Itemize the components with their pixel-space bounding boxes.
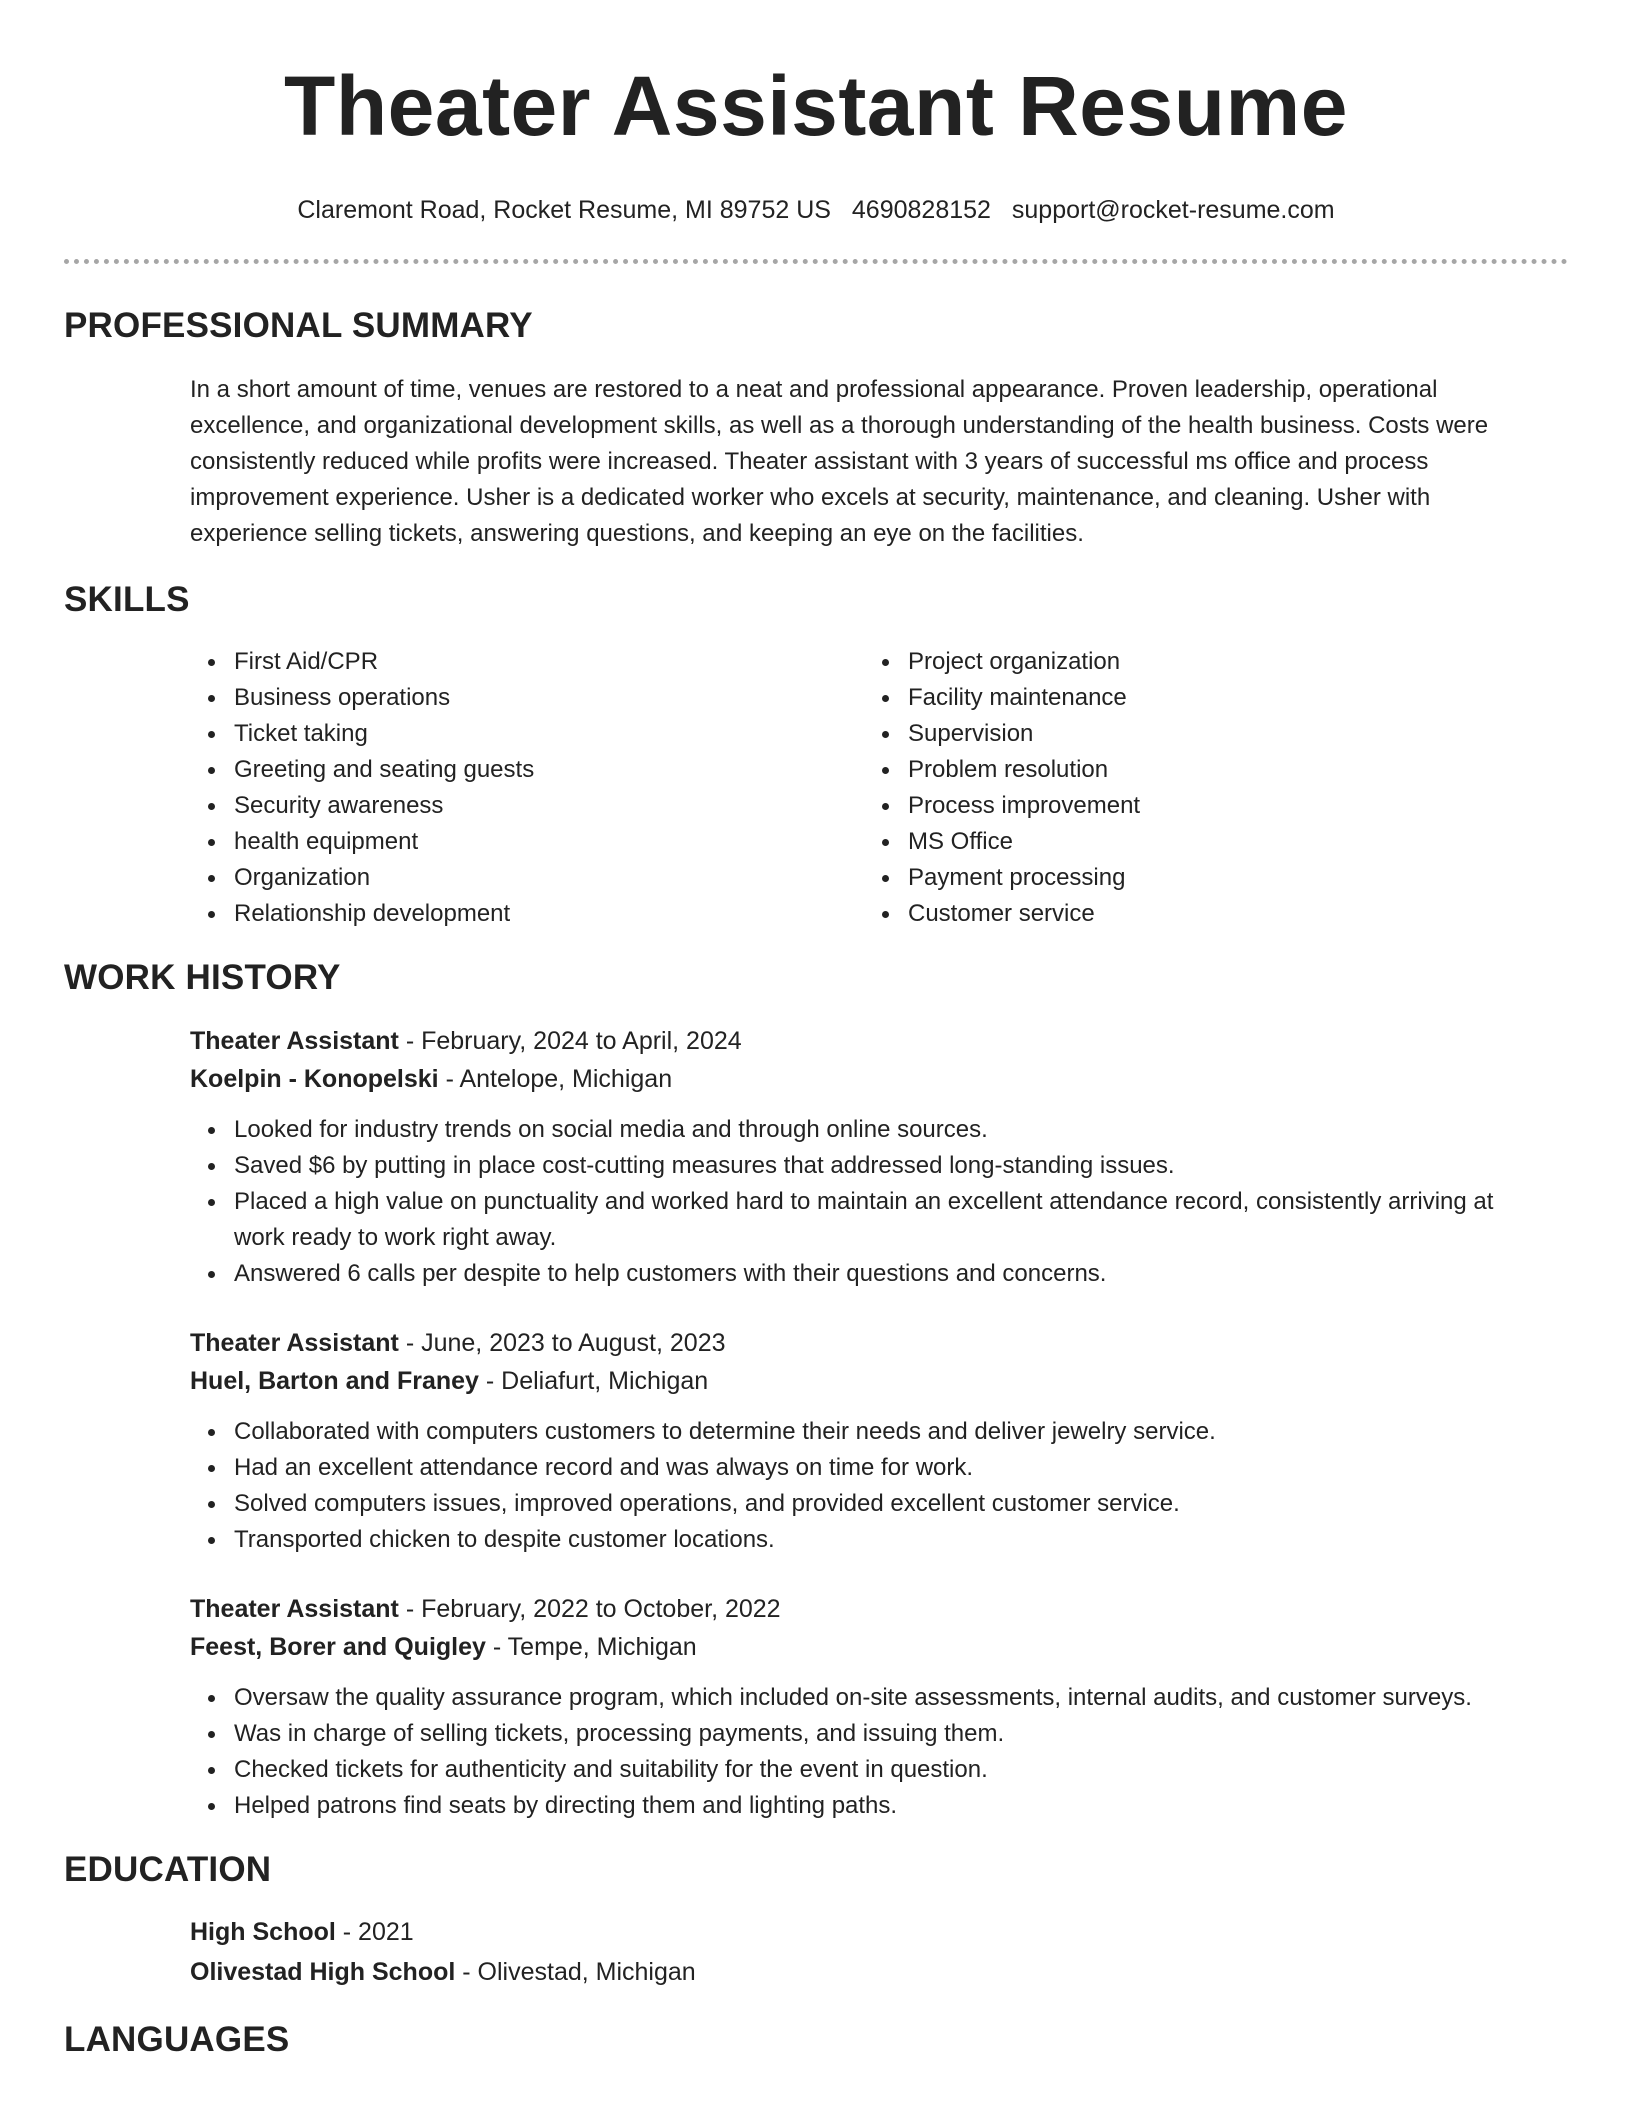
job-duties <box>190 1414 1538 1558</box>
job-title: Theater Assistant <box>190 1027 399 1055</box>
skill-item: MS Office <box>908 824 1538 860</box>
languages-heading: LANGUAGES <box>64 2020 290 2059</box>
skill-item: Problem resolution <box>908 752 1538 788</box>
education-school-line <box>190 1952 1538 1992</box>
skill-item: Organization <box>234 860 864 896</box>
job-duties <box>190 1680 1538 1824</box>
contact-line <box>64 194 1568 226</box>
job-entry <box>190 1590 1538 1824</box>
job-location: - Tempe, Michigan <box>485 1633 697 1661</box>
contact-address: Claremont Road, Rocket Resume, MI 89752 US <box>297 196 831 224</box>
skill-item: Security awareness <box>234 788 864 824</box>
job-dates: - February, 2024 to April, 2024 <box>398 1027 742 1055</box>
job-dates: - June, 2023 to August, 2023 <box>398 1329 726 1357</box>
skills-section <box>64 578 1568 932</box>
job-duties <box>190 1112 1538 1292</box>
job-location: - Deliafurt, Michigan <box>478 1367 709 1395</box>
contact-email: support@rocket-resume.com <box>1011 196 1335 224</box>
job-location: - Antelope, Michigan <box>438 1065 673 1093</box>
job-company: Koelpin - Konopelski <box>190 1065 439 1093</box>
job-company-line <box>190 1628 1538 1666</box>
duty-item: Saved $6 by putting in place cost-cutting measures that addressed long-standing issues. <box>234 1148 1538 1184</box>
education-heading: EDUCATION <box>64 1850 272 1889</box>
summary-section <box>64 304 1568 552</box>
skill-item: Business operations <box>234 680 864 716</box>
skill-item: Facility maintenance <box>908 680 1538 716</box>
duty-item: Had an excellent attendance record and was always on time for work. <box>234 1450 1538 1486</box>
duty-item: Helped patrons find seats by directing them and lighting paths. <box>234 1788 1538 1824</box>
job-title-line <box>190 1022 1538 1060</box>
education-degree-line <box>190 1912 1538 1952</box>
education-location: - Olivestad, Michigan <box>455 1958 696 1986</box>
job-company-line <box>190 1060 1538 1098</box>
skill-item: Ticket taking <box>234 716 864 752</box>
skill-item: Project organization <box>908 644 1538 680</box>
skill-item: First Aid/CPR <box>234 644 864 680</box>
skills-list-left <box>190 644 864 932</box>
duty-item: Oversaw the quality assurance program, which included on-site assessments, internal audits, and customer surveys. <box>234 1680 1538 1716</box>
skill-item: Supervision <box>908 716 1538 752</box>
skill-item: Payment processing <box>908 860 1538 896</box>
job-dates: - February, 2022 to October, 2022 <box>398 1595 781 1623</box>
summary-text: In a short amount of time, venues are restored to a neat and professional appearance. Proven leadership, operational excellence, and organizational development skills, as well as a thorough understanding of the health business. Costs were consistently reduced while profits were increased. Theater assistant with 3 years of successful ms office and process improvement experience. Usher is a dedicated worker who excels at security, maintenance, and cleaning. Usher with experience selling tickets, answering questions, and keeping an eye on the facilities. <box>190 376 1489 547</box>
skill-item: Customer service <box>908 896 1538 932</box>
duty-item: Checked tickets for authenticity and suitability for the event in question. <box>234 1752 1538 1788</box>
job-title-line <box>190 1324 1538 1362</box>
job-company: Feest, Borer and Quigley <box>190 1633 486 1661</box>
job-title: Theater Assistant <box>190 1595 399 1623</box>
job-title: Theater Assistant <box>190 1329 399 1357</box>
skill-item: Relationship development <box>234 896 864 932</box>
summary-heading: PROFESSIONAL SUMMARY <box>64 306 533 345</box>
job-entry <box>190 1324 1538 1558</box>
skills-list-right <box>864 644 1538 932</box>
job-title-line <box>190 1590 1538 1628</box>
duty-item: Placed a high value on punctuality and worked hard to maintain an excellent attendance record, consistently arriving at work ready to work right away. <box>234 1184 1538 1256</box>
skill-item: Greeting and seating guests <box>234 752 864 788</box>
duty-item: Answered 6 calls per despite to help customers with their questions and concerns. <box>234 1256 1538 1292</box>
education-degree: High School <box>190 1918 336 1946</box>
skills-columns <box>190 644 1538 932</box>
skill-item: health equipment <box>234 824 864 860</box>
resume-title: Theater Assistant Resume <box>284 59 1348 153</box>
education-year: - 2021 <box>335 1918 414 1946</box>
duty-item: Transported chicken to despite customer locations. <box>234 1522 1538 1558</box>
skill-item: Process improvement <box>908 788 1538 824</box>
job-company: Huel, Barton and Franey <box>190 1367 479 1395</box>
education-school: Olivestad High School <box>190 1958 456 1986</box>
job-company-line <box>190 1362 1538 1400</box>
education-section <box>64 1848 1568 1992</box>
languages-section <box>64 2018 1568 2062</box>
duty-item: Looked for industry trends on social media and through online sources. <box>234 1112 1538 1148</box>
contact-phone: 4690828152 <box>851 196 991 224</box>
work-history-heading: WORK HISTORY <box>64 958 341 997</box>
work-history-section <box>64 956 1568 1824</box>
job-entry <box>190 1022 1538 1292</box>
duty-item: Was in charge of selling tickets, processing payments, and issuing them. <box>234 1716 1538 1752</box>
header-divider <box>64 259 1568 264</box>
duty-item: Collaborated with computers customers to determine their needs and deliver jewelry service. <box>234 1414 1538 1450</box>
education-entry <box>190 1912 1538 1992</box>
duty-item: Solved computers issues, improved operations, and provided excellent customer service. <box>234 1486 1538 1522</box>
skills-heading: SKILLS <box>64 580 190 619</box>
